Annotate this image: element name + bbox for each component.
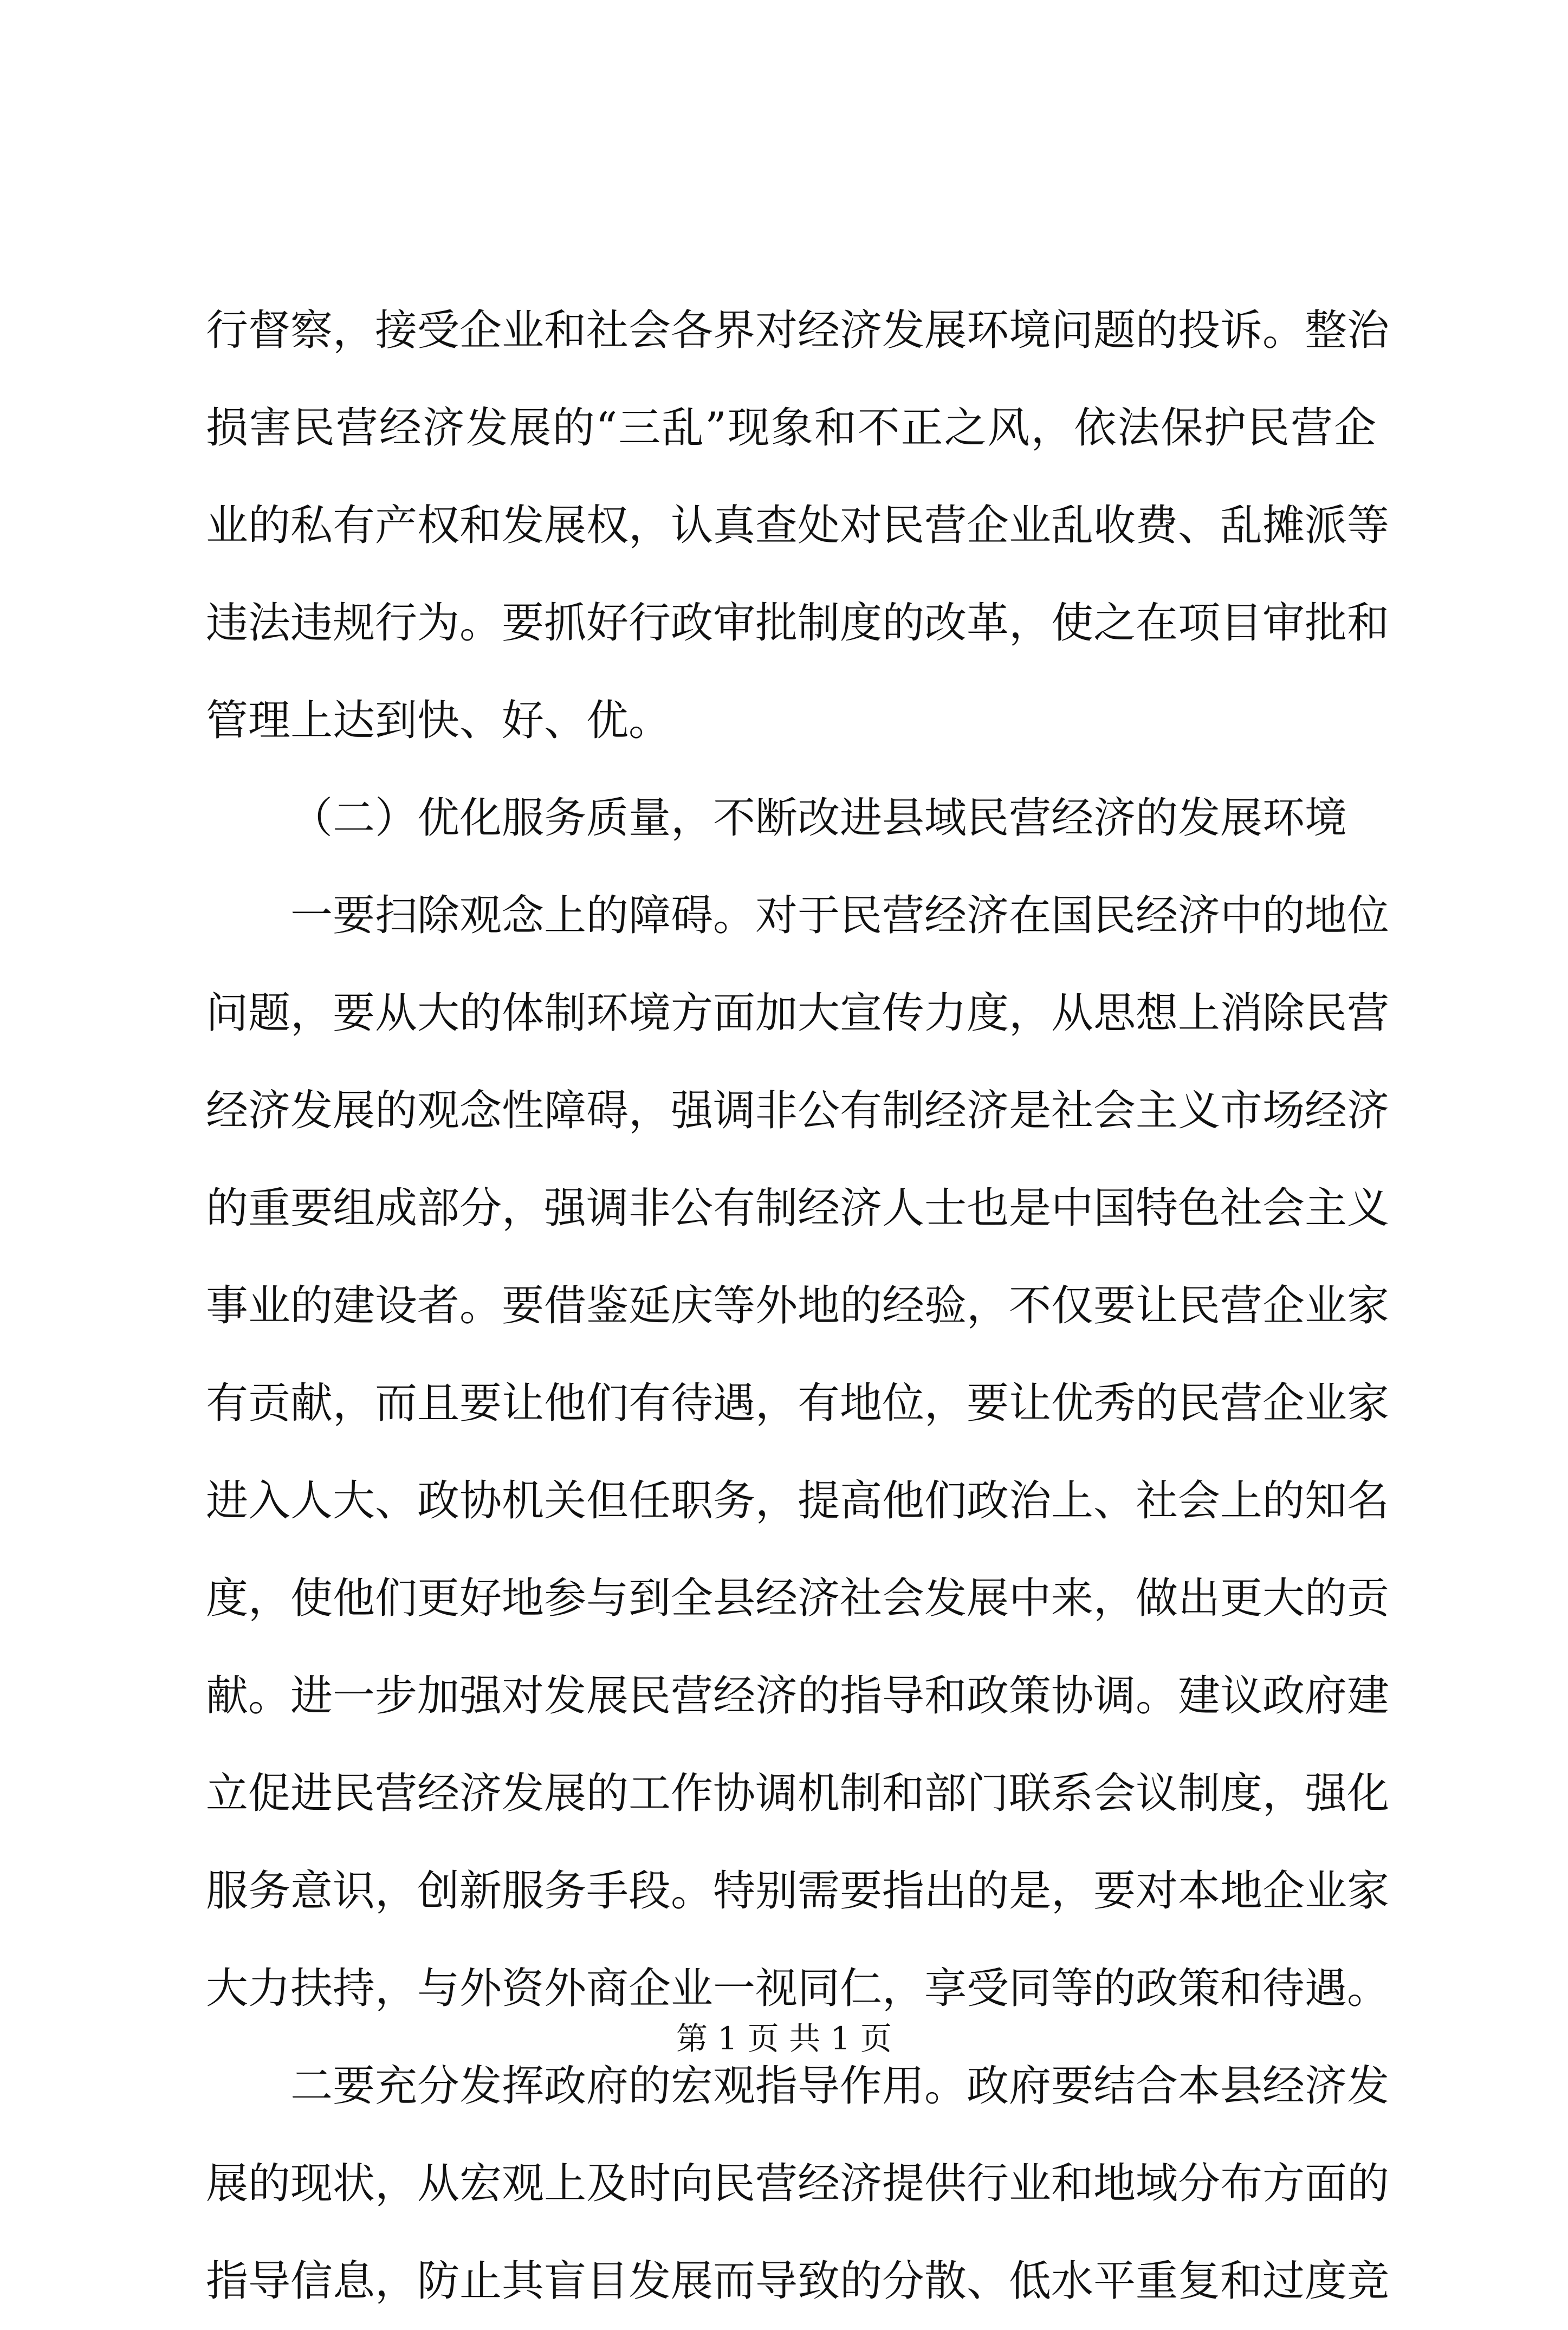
- section-heading: （二）优化服务质量，不断改进县域民营经济的发展环境: [290, 794, 1347, 843]
- text-line: 违法违规行为。要抓好行政审批制度的改革，使之在项目审批和: [206, 599, 1390, 648]
- text-line: 经济发展的观念性障碍，强调非公有制经济是社会主义市场经济: [206, 1086, 1390, 1135]
- text-line: 有贡献，而且要让他们有待遇，有地位，要让优秀的民营企业家: [206, 1379, 1390, 1428]
- text-line: 立促进民营经济发展的工作协调机制和部门联系会议制度，强化: [206, 1769, 1390, 1818]
- text-line: 展的现状，从宏观上及时向民营经济提供行业和地域分布方面的: [206, 2159, 1390, 2208]
- text-line: 献。进一步加强对发展民营经济的指导和政策协调。建议政府建: [206, 1672, 1390, 1720]
- text-line: 管理上达到快、好、优。: [206, 696, 671, 745]
- text-line: 业的私有产权和发展权，认真查处对民营企业乱收费、乱摊派等: [206, 501, 1390, 550]
- text-line: 事业的建设者。要借鉴延庆等外地的经验，不仅要让民营企业家: [206, 1282, 1390, 1330]
- text-line: 服务意识，创新服务手段。特别需要指出的是，要对本地企业家: [206, 1867, 1390, 1915]
- text-line: 大力扶持，与外资外商企业一视同仁，享受同等的政策和待遇。: [206, 1964, 1390, 2013]
- text-line: 指导信息，防止其盲目发展而导致的分散、低水平重复和过度竞: [206, 2257, 1390, 2306]
- text-line: 问题，要从大的体制环境方面加大宣传力度，从思想上消除民营: [206, 989, 1390, 1038]
- text-line: 度，使他们更好地参与到全县经济社会发展中来，做出更大的贡: [206, 1574, 1390, 1623]
- text-line: 进入人大、政协机关但任职务，提高他们政治上、社会上的知名: [206, 1477, 1390, 1525]
- paragraph-first-line: 二要充分发挥政府的宏观指导作用。政府要结合本县经济发: [290, 2062, 1390, 2111]
- paragraph-first-line: 一要扫除观念上的障碍。对于民营经济在国民经济中的地位: [290, 891, 1390, 940]
- text-line: 行督察，接受企业和社会各界对经济发展环境问题的投诉。整治: [206, 306, 1390, 355]
- text-line: 损害民营经济发展的“三乱”现象和不正之风，依法保护民营企: [206, 404, 1376, 452]
- text-line: 的重要组成部分，强调非公有制经济人士也是中国特色社会主义: [206, 1184, 1390, 1233]
- page-number-footer: 第 1 页 共 1 页: [676, 2020, 892, 2057]
